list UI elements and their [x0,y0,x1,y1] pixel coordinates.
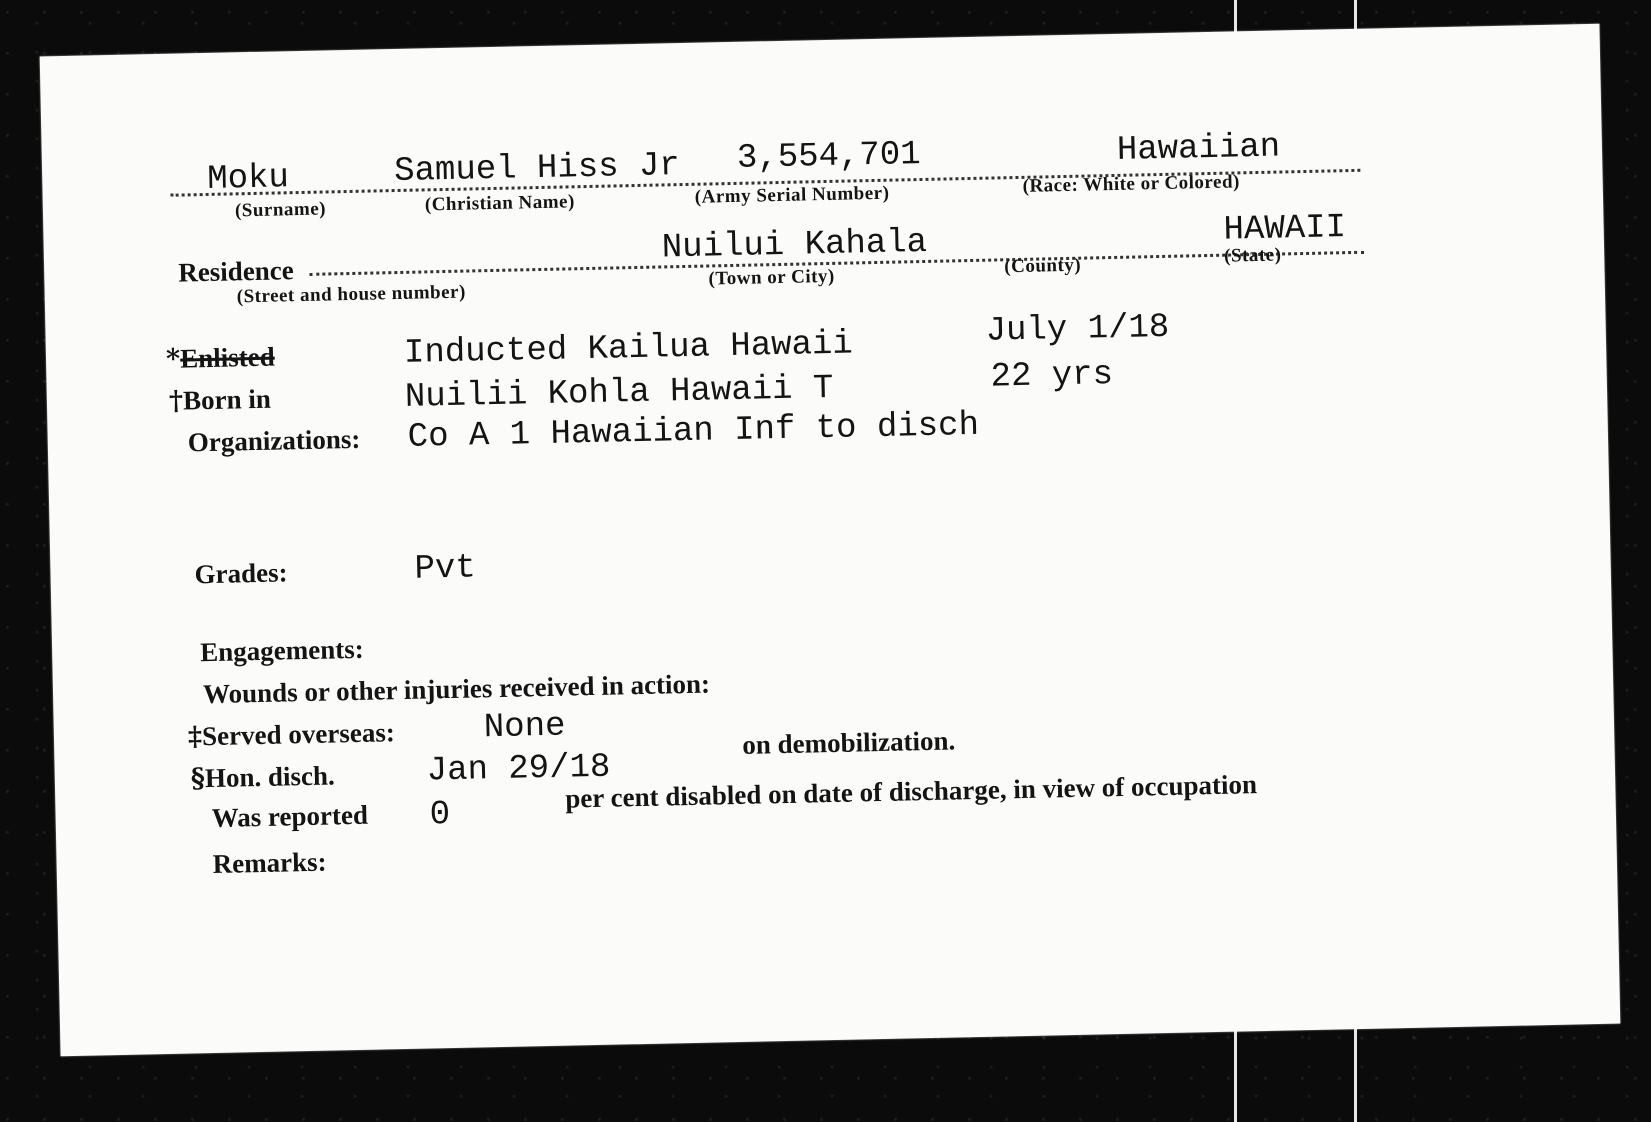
serial-number-value: 3,554,701 [736,136,921,178]
state-caption: (State) [1223,244,1282,267]
county-caption: (County) [1004,254,1082,278]
enlisted-date: July 1/18 [985,308,1170,351]
town-caption: (Town or City) [708,265,835,290]
christian-name-caption: (Christian Name) [424,191,576,216]
discharge-label: Hon. disch. [204,760,336,794]
reported-label: Was reported [211,799,369,834]
reported-value: 0 [429,796,451,835]
asterisk-mark: * [165,343,181,375]
race-value: Hawaiian [1116,128,1281,170]
race-caption: (Race: White or Colored) [1022,171,1241,197]
grades-label: Grades: [194,557,288,590]
engagements-label: Engagements: [199,633,364,668]
remarks-label: Remarks: [212,846,327,879]
discharge-value: Jan 29/18 [426,748,611,791]
christian-name-value: Samuel Hiss Jr [393,147,681,192]
surname-value: Moku [206,159,290,199]
born-value: Nuilii Kohla Hawaii T [404,369,834,417]
grades-value: Pvt [414,549,477,589]
enlisted-row [166,342,275,375]
overseas-label: Served overseas: [201,717,396,752]
state-value: HAWAII [1223,209,1347,250]
organizations-value: Co A 1 Hawaiian Inf to disch [407,406,980,457]
enlisted-label: Enlisted [179,341,276,374]
discharge-suffix: on demobilization. [741,725,956,760]
serial-number-caption: (Army Serial Number) [694,182,890,208]
born-age: 22 yrs [990,356,1114,397]
wounds-label: Wounds or other injuries received in action: [202,668,711,710]
residence-label: Residence [177,255,295,288]
street-caption: (Street and house number) [236,281,467,308]
born-row [169,384,272,417]
service-record-card [40,24,1621,1056]
enlisted-value: Inducted Kailua Hawaii [403,325,854,373]
section-mark: § [190,763,206,795]
double-dagger-mark: ‡ [187,721,203,753]
born-label: Born in [182,383,272,416]
dagger-mark: † [168,385,184,417]
reported-suffix: per cent disabled on date of discharge, in view of occupation [565,769,1258,814]
town-value: Nuilui Kahala [661,223,928,268]
overseas-row [188,717,395,752]
overseas-value: None [483,707,566,748]
discharge-row [191,760,336,794]
organizations-label: Organizations: [187,423,361,458]
surname-caption: (Surname) [234,198,327,222]
